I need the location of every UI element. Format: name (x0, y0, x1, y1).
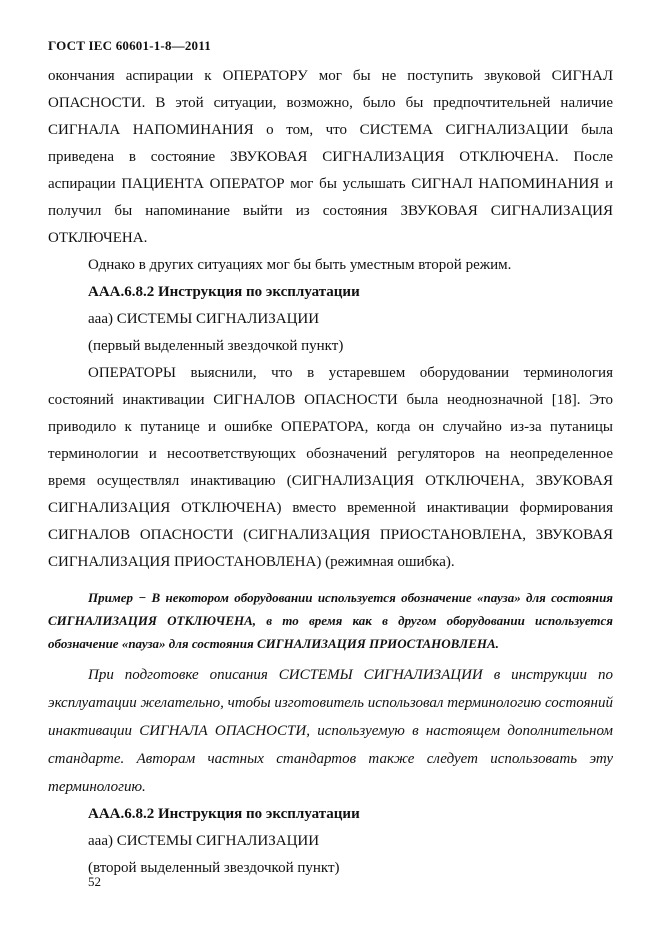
paragraph-instructions: При подготовке описания СИСТЕМЫ СИГНАЛИЗАЦИИ в инструкции по эксплуатации желательно, чтобы изготовитель использовал терминологию состояний инактивации СИГНАЛА ОПАСНОСТИ, используемую в настоящем дополнительном стандарте. Авторам частных стандартов также следует использовать эту терминологию. (48, 667, 613, 795)
paragraph-second-mode: Однако в других ситуациях мог бы быть уместным второй режим. (88, 257, 512, 273)
section-heading-first: ААА.6.8.2 Инструкция по эксплуатации (88, 284, 360, 300)
page-number: 52 (88, 874, 101, 889)
document-header: ГОСТ IEC 60601-1-8—2011 (48, 38, 211, 53)
subitem-first: ааа) СИСТЕМЫ СИГНАЛИЗАЦИИ (88, 311, 320, 327)
section-heading-second: ААА.6.8.2 Инструкция по эксплуатации (88, 806, 360, 822)
subitem-first-note: (первый выделенный звездочкой пункт) (88, 338, 344, 354)
example-note: Пример − В некотором оборудовании используется обозначение «пауза» для состояния СИГНАЛИЗАЦИЯ ОТКЛЮЧЕНА, в то время как в другом оборудовании используется обозначение «пауза» для состояния СИГНАЛИЗАЦИЯ ПРИОСТАНОВЛЕНА. (48, 590, 613, 651)
paragraph-continuation: окончания аспирации к ОПЕРАТОРУ мог бы не поступить звуковой СИГНАЛ ОПАСНОСТИ. В этой ситуации, возможно, было бы предпочтительней наличие СИГНАЛА НАПОМИНАНИЯ о том, что СИСТЕМА СИГНАЛИЗАЦИИ была приведена в состояние ЗВУКОВАЯ СИГНАЛИЗАЦИЯ ОТКЛЮЧЕНА. После аспирации ПАЦИЕНТА ОПЕРАТОР мог бы услышать СИГНАЛ НАПОМИНАНИЯ и получил бы напоминание выйти из состояния ЗВУКОВАЯ СИГНАЛИЗАЦИЯ ОТКЛЮЧЕНА. (48, 68, 613, 246)
subitem-second: ааа) СИСТЕМЫ СИГНАЛИЗАЦИИ (88, 833, 320, 849)
paragraph-operators: ОПЕРАТОРЫ выяснили, что в устаревшем оборудовании терминология состояний инактивации СИГНАЛОВ ОПАСНОСТИ была неоднозначной [18]. Это приводило к путанице и ошибке ОПЕРАТОРА, когда он случайно из-за путаницы терминологии и несоответствующих обозначений регуляторов на неопределенное время осуществлял инактивацию (СИГНАЛИЗАЦИЯ ОТКЛЮЧЕНА, ЗВУКОВАЯ СИГНАЛИЗАЦИЯ ОТКЛЮЧЕНА) вместо временной инактивации формирования СИГНАЛОВ ОПАСНОСТИ (СИГНАЛИЗАЦИЯ ПРИОСТАНОВЛЕНА, ЗВУКОВАЯ СИГНАЛИЗАЦИЯ ПРИОСТАНОВЛЕНА) (режимная ошибка). (48, 365, 613, 570)
subitem-second-note: (второй выделенный звездочкой пункт) (88, 860, 340, 876)
document-body (48, 63, 613, 882)
